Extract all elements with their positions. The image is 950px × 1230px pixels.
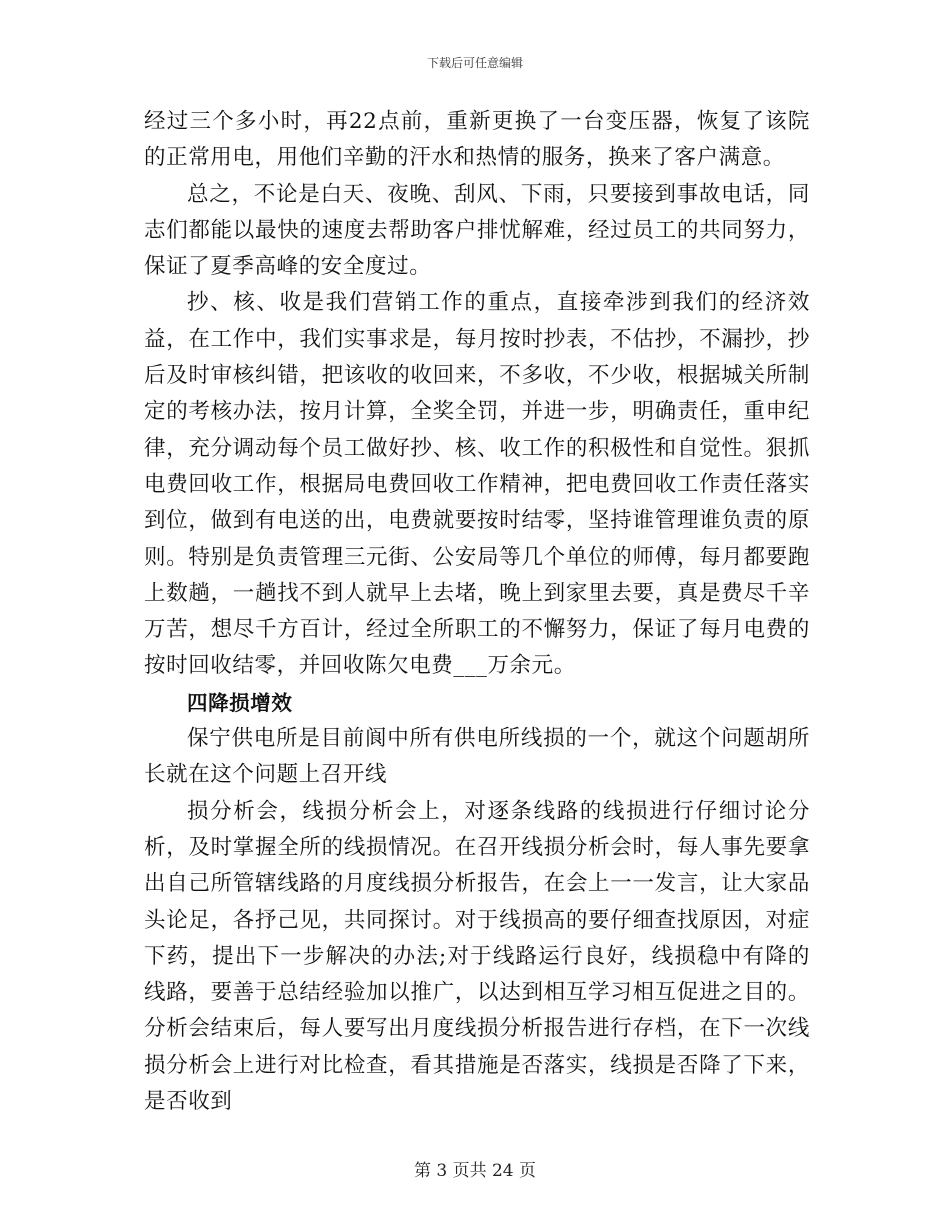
paragraph-line-loss-intro: 保宁供电所是目前阆中所有供电所线损的一个，就这个问题胡所长就在这个问题上召开线 (144, 726, 810, 788)
document-body (144, 104, 810, 1120)
paragraph-summary: 总之，不论是白天、夜晚、刮风、下雨，只要接到事故电话，同志们都能以最快的速度去帮助客户排忧解难，经过员工的共同努力，保证了夏季高峰的安全度过。 (144, 181, 810, 280)
page-header: 下载后可任意编辑 (426, 56, 523, 70)
paragraph-continued: 经过三个多小时，再22点前，重新更换了一台变压器，恢复了该院的正常用电，用他们辛勤的汗水和热情的服务，换来了客户满意。 (144, 109, 810, 171)
paragraph-line-loss-analysis: 损分析会，线损分析会上，对逐条线路的线损进行仔细讨论分析，及时掌握全所的线损情况。在召开线损分析会时，每人事先要拿出自己所管辖线路的月度线损分析报告，在会上一一发言，让大家品头论足，各抒己见，共同探讨。对于线损高的要仔细查找原因，对症下药，提出下一步解决的办法;对于线路运行良好，线损稳中有降的线路，要善于总结经验加以推广，以达到相互学习相互促进之目的。分析会结束后，每人要写出月度线损分析报告进行存档，在下一次线损分析会上进行对比检查，看其措施是否落实，线损是否降了下来，是否收到 (144, 798, 810, 1115)
page-footer: 第 3 页共 24 页 (413, 1161, 537, 1181)
section-heading: 四降损增效 (187, 690, 293, 715)
paragraph-billing: 抄、核、收是我们营销工作的重点，直接牵涉到我们的经济效益，在工作中，我们实事求是，每月按时抄表，不估抄，不漏抄，抄后及时审核纠错，把该收的收回来，不多收，不少收，根据城关所制定的考核办法，按月计算，全奖全罚，并进一步，明确责任，重申纪律，充分调动每个员工做好抄、核、收工作的积极性和自觉性。狠抓电费回收工作，根据局电费回收工作精神，把电费回收工作责任落实到位，做到有电送的出，电费就要按时结零，坚持谁管理谁负责的原则。特别是负责管理三元街、公安局等几个单位的师傅，每月都要跑上数趟，一趟找不到人就早上去堵，晚上到家里去要，真是费尽千辛万苦，想尽千方百计，经过全所职工的不懈努力，保证了每月电费的按时回收结零，并回收陈欠电费___万余元。 (144, 290, 810, 679)
